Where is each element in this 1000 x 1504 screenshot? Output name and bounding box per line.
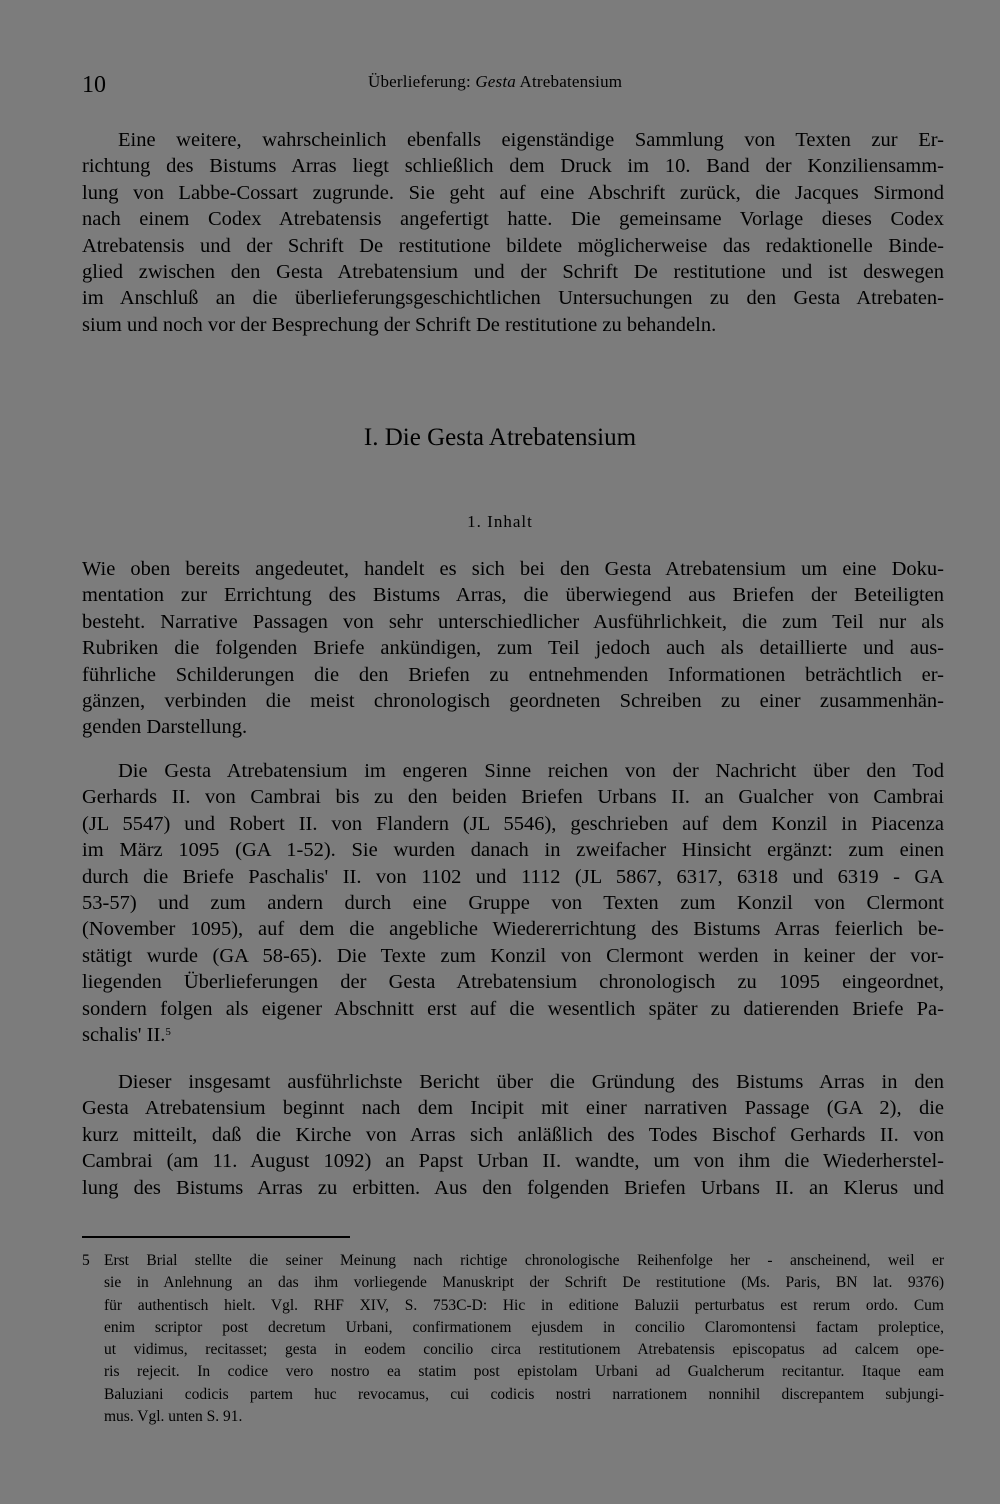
running-head bbox=[368, 72, 668, 92]
text-line: Die Gesta Atrebatensium im engeren Sinne reichen von der Nachricht über den Tod bbox=[118, 760, 944, 782]
footnote-line: sie in Anlehnung an das ihm vorliegende Manuskript der Schrift De restitutione (Ms. Paris, BN lat. 9376) bbox=[104, 1274, 944, 1292]
text-line: lung von Labbe-Cossart zugrunde. Sie geht auf eine Abschrift zurück, die Jacques Sirmond bbox=[82, 181, 944, 204]
text-line: besteht. Narrative Passagen von sehr unterschiedlicher Ausführlichkeit, die zum Teil nur als bbox=[82, 610, 944, 633]
text-line: lung des Bistums Arras zu erbitten. Aus den folgenden Briefen Urbans II. an Klerus und bbox=[82, 1176, 944, 1199]
text-line bbox=[82, 1022, 944, 1048]
footnote-line: mus. Vgl. unten S. 91. bbox=[104, 1408, 243, 1426]
footnote-line: ut vidimus, recitasset; gesta in eodem concilio circa restitutionem Atrebatensis episcopatus ad calcem ope- bbox=[104, 1341, 944, 1359]
text-line: genden Darstellung. bbox=[82, 716, 248, 739]
text-line: (JL 5547) und Robert II. von Flandern (JL 5546), geschrieben auf dem Konzil in Piacenza bbox=[82, 812, 944, 835]
text-line: im Anschluß an die überlieferungsgeschichtlichen Untersuchungen zu den Gesta Atrebaten- bbox=[82, 287, 944, 310]
text-line-content: schalis' II. bbox=[82, 1023, 166, 1046]
footnote-line: Baluziani codicis partem huc revocamus, cui codicis nostri narrationem nonnihil discrepantem subjungi- bbox=[104, 1385, 944, 1403]
text-line: Rubriken die folgenden Briefe ankündigen, zum Teil jedoch auch als detaillierte und aus- bbox=[82, 637, 944, 660]
text-line: gänzen, verbinden die meist chronologisch geordneten Schreiben zu einer zusammenhän- bbox=[82, 689, 944, 712]
footnote-reference[interactable]: 5 bbox=[165, 1025, 171, 1038]
content-paragraph-1 bbox=[82, 556, 944, 741]
text-line: glied zwischen den Gesta Atrebatensium und der Schrift De restitutione und ist deswegen bbox=[82, 260, 944, 283]
footnote-line: für authentisch hielt. Vgl. RHF XIV, S. 753C-D: Hic in editione Baluzii perturbatus est rerum ordo. Cum bbox=[104, 1296, 944, 1314]
footnote-line: enim scriptor post decretum Urbani, confirmationem ejusdem in concilio Claromontensi factam proleptice, bbox=[104, 1318, 944, 1336]
content-paragraph-2 bbox=[82, 758, 944, 1048]
text-line: nach einem Codex Atrebatensis angefertigt hatte. Die gemeinsame Vorlage dieses Codex bbox=[82, 208, 944, 231]
text-line: Wie oben bereits angedeutet, handelt es sich bei den Gesta Atrebatensium um eine Doku- bbox=[82, 558, 944, 580]
footnote-number: 5 bbox=[82, 1252, 90, 1269]
section-heading: I. Die Gesta Atrebatensium bbox=[363, 424, 637, 451]
text-line: Atrebatensis und der Schrift De restitutione bildete möglicherweise das redaktionelle Binde- bbox=[82, 234, 944, 257]
text-line: Eine weitere, wahrscheinlich ebenfalls eigenständige Sammlung von Texten zur Er- bbox=[118, 129, 944, 151]
text-line: durch die Briefe Paschalis' II. von 1102 und 1112 (JL 5867, 6317, 6318 und 6319 - GA bbox=[82, 865, 944, 888]
running-head-prefix: Überlieferung: bbox=[368, 72, 476, 91]
footnote-line: ris rejecit. In codice vero nostro ea statim post epistolam Urbani ad Gualcherum recitantur. Itaque eam bbox=[104, 1363, 944, 1381]
page-number: 10 bbox=[82, 72, 106, 98]
text-line: führliche Schilderungen die den Briefen zu entnehmenden Informationen beträchtlich er- bbox=[82, 663, 944, 686]
text-line: sium und noch vor der Besprechung der Schrift De restitutione zu behandeln. bbox=[82, 313, 717, 336]
text-line: liegenden Überlieferungen der Gesta Atrebatensium chronologisch zu 1095 eingeordnet, bbox=[82, 971, 944, 994]
text-line: mentation zur Errichtung des Bistums Arras, die überwiegend aus Briefen der Beteiligten bbox=[82, 584, 944, 607]
intro-paragraph bbox=[82, 127, 944, 338]
content-paragraph-3 bbox=[82, 1069, 944, 1201]
text-line: sondern folgen als eigener Abschnitt erst auf die wesentlich später zu datierenden Briefe Pa- bbox=[82, 997, 944, 1020]
footnote-divider bbox=[82, 1236, 350, 1238]
running-head-suffix: Atrebatensium bbox=[516, 72, 623, 91]
text-line: Dieser insgesamt ausführlichste Bericht über die Gründung des Bistums Arras in den bbox=[118, 1071, 944, 1093]
footnote bbox=[82, 1250, 944, 1428]
text-line: Gerhards II. von Cambrai bis zu den beiden Briefen Urbans II. an Gualcher von Cambrai bbox=[82, 786, 944, 809]
text-line: (November 1095), auf dem die angebliche Wiedererrichtung des Bistums Arras feierlich be- bbox=[82, 918, 944, 941]
text-line: Gesta Atrebatensium beginnt nach dem Incipit mit einer narrativen Passage (GA 2), die bbox=[82, 1097, 944, 1120]
footnote-line-text: Erst Brial stellte die seiner Meinung nach richtige chronologische Reihenfolge her - anscheinend, weil er bbox=[104, 1252, 944, 1269]
text-line: 53-57) und zum andern durch eine Gruppe von Texten zum Konzil von Clermont bbox=[82, 891, 944, 914]
text-line: kurz mitteilt, daß die Kirche von Arras sich anläßlich des Todes Bischof Gerhards II. von bbox=[82, 1123, 944, 1146]
text-line: richtung des Bistums Arras liegt schließlich dem Druck im 10. Band der Konziliensamm- bbox=[82, 155, 944, 178]
text-line: im März 1095 (GA 1-52). Sie wurden danach in zweifacher Hinsicht ergänzt: zum einen bbox=[82, 839, 944, 862]
text-line: stätigt wurde (GA 58-65). Die Texte zum Konzil von Clermont werden in keiner der vor- bbox=[82, 944, 944, 967]
footnote-line bbox=[82, 1250, 944, 1272]
text-line: Cambrai (am 11. August 1092) an Papst Urban II. wandte, um von ihm die Wiederherstel- bbox=[82, 1150, 944, 1173]
running-head-italic: Gesta bbox=[475, 72, 516, 91]
subsection-heading: 1. Inhalt bbox=[467, 512, 533, 531]
